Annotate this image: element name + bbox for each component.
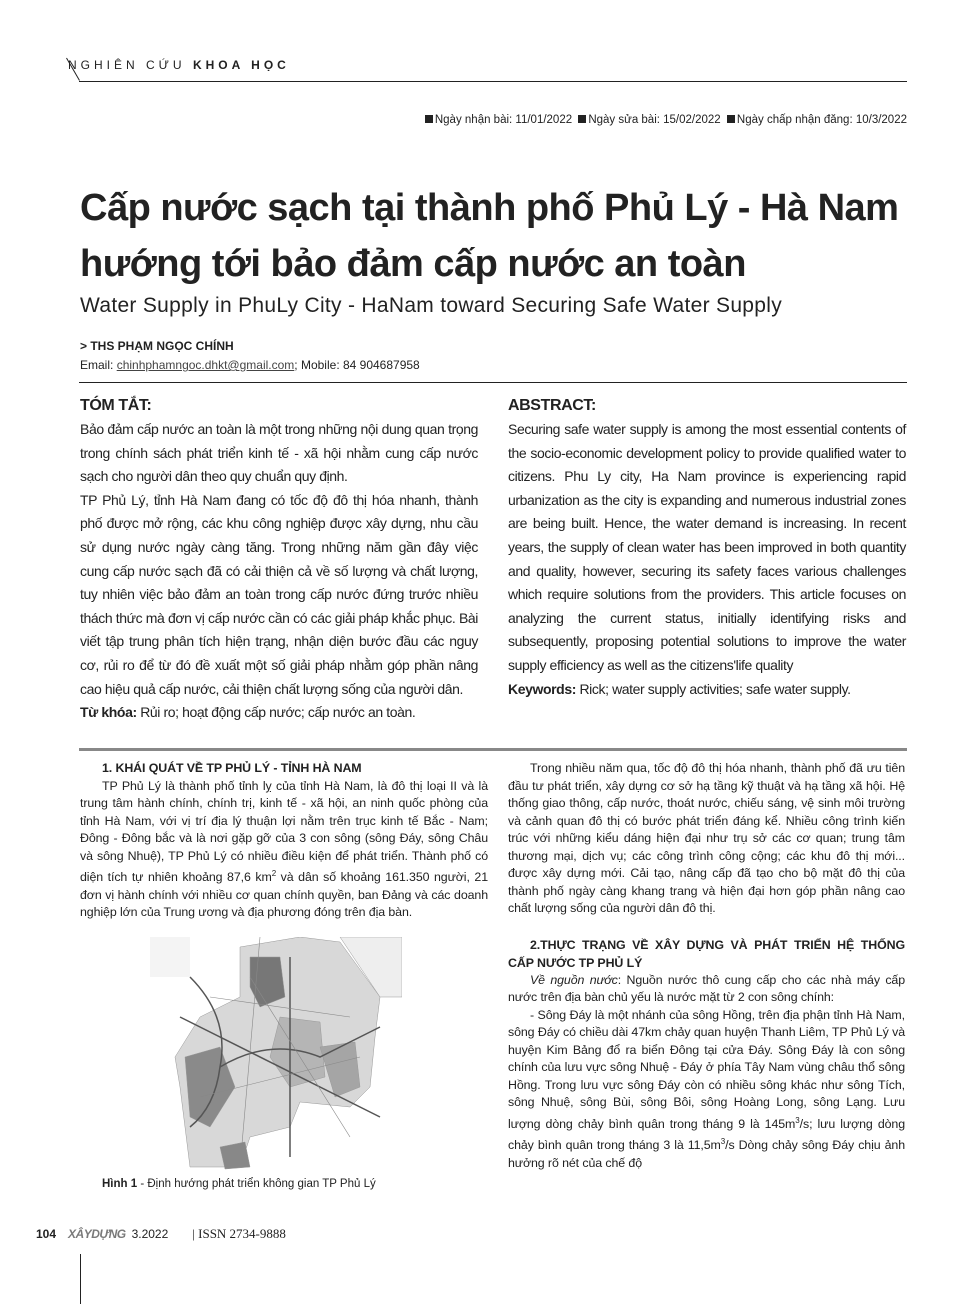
keywords-text: Rủi ro; hoạt động cấp nước; cấp nước an toàn. <box>136 704 416 721</box>
superscript: 3 <box>795 1115 800 1125</box>
section-header <box>68 58 290 72</box>
email-link[interactable]: chinhphamngoc.dhkt@gmail.com <box>116 358 295 372</box>
square-bullet-icon <box>727 115 735 123</box>
figure-label: Hình 1 <box>102 1178 138 1190</box>
magazine-logo: XÂYDỰNG <box>68 1227 126 1241</box>
city-planning-map-figure <box>150 937 402 1170</box>
italic-label: Về nguồn nước <box>530 972 618 987</box>
square-bullet-icon <box>425 115 433 123</box>
author-name: > THS PHẠM NGỌC CHÍNH <box>80 339 234 353</box>
section-heading: 2.THỰC TRẠNG VỀ XÂY DỰNG VÀ PHÁT TRIỂN HỆ THỐNG CẤP NƯỚC TP PHỦ LÝ <box>508 937 905 970</box>
article-dates <box>422 114 907 126</box>
figure-caption-text: - Định hướng phát triển không gian TP Phủ Lý <box>137 1178 376 1190</box>
text: TP Phủ Lý là thành phố tỉnh lỵ của tỉnh Hà Nam, là đô thị loại II và là trung tâm hành chính, chính trị, kinh tế - xã hội, an ninh quốc phòng của tỉnh Hà Nam, với vị trí địa lý thuận lợi nằm trên trục kinh tế Bắc - Nam; Đông - Đông bắc và là nơi gặp gỡ của 3 con sông (sông Đáy, sông Châu và sông Nhuệ), TP Phủ Lý có nhiều điều kiện để phát triển. Thành phố có diện tích tự nhiên khoảng 87,6 km <box>80 778 488 885</box>
body-paragraph <box>508 1007 905 1173</box>
abstract-heading: ABSTRACT: <box>508 397 596 414</box>
divider <box>79 382 907 383</box>
keywords <box>508 678 906 702</box>
keywords-label: Từ khóa: <box>80 704 137 721</box>
keywords <box>80 701 478 725</box>
abstract-english <box>508 395 906 701</box>
page-number: 104 <box>36 1227 57 1241</box>
body-paragraph: Trong nhiều năm qua, tốc độ đô thị hóa nhanh, thành phố đã ưu tiên đầu tư phát triển, xây dựng cơ sở hạ tầng kỹ thuật và hạ tầng xã hội. Hệ thống giao thông, cấp nước, thoát nước, chiếu sáng, vệ sinh môi trường và cảnh quan đô thị có bước phát triển đáng kể. Nhiều công trình kiến trúc với những kiểu dáng hiện đại như trụ sở các cơ quan; trung tâm thương mại, dịch vụ; các công trình công cộng; các khu đô thị mới... được xây dựng mới. Cải tạo, nâng cấp đã tạo cho bộ mặt đô thị của thành phố ngày càng khang trang và hiện đại hơn góp phần nâng cao chất lượng sống của người dân đô thị. <box>508 761 905 915</box>
map-legend <box>150 937 190 977</box>
abstract-heading: TÓM TẮT: <box>80 397 152 414</box>
body-paragraph <box>508 972 905 1007</box>
keywords-text: Rick; water supply activities; safe water supply. <box>575 680 851 697</box>
section-divider <box>79 748 907 751</box>
section-label: NGHIÊN CỨU <box>68 58 186 72</box>
author-contact <box>80 358 420 372</box>
section-label-bold: KHOA HỌC <box>192 58 290 72</box>
abstract-paragraph: Securing safe water supply is among the most essential contents of the socio-economic development policy to provide qualified water to citizens. Phu Ly city, Ha Nam province is experiencing rapid urbanization as the city is expanding and numerous industrial zones are being built. Hence, the water demand is increasing. In recent years, the supply of clean water has been improved in both quantity and quality, however, securing its safety faces various challenges which require solutions from the providers. This article focuses on analyzing the current status, initially identifying risks and subsequently, proposing potential solutions to improve the water supply efficiency as well as the citizens'life quality <box>508 421 906 673</box>
article-subtitle: Water Supply in PhuLy City - HaNam toward Securing Safe Water Supply <box>80 294 783 317</box>
header-rule <box>79 81 907 82</box>
section-heading: 1. KHÁI QUÁT VỀ TP PHỦ LÝ - TỈNH HÀ NAM <box>102 761 362 775</box>
abstract-paragraph: TP Phủ Lý, tỉnh Hà Nam đang có tốc độ đô thị hóa nhanh, thành phố được mở rộng, các khu công nghiệp được xây dựng, nhu cầu sử dụng nước ngày càng tăng. Trong những năm gần đây việc cung cấp nước sạch đã có cải thiện cả về số lượng và chất lượng, tuy nhiên việc bảo đảm an toàn trong cấp nước đứng trước nhiều thách thức mà đơn vị cấp nước cần có các giải pháp khắc phục. Bài viết tập trung phân tích hiện trạng, nhận diện bước đầu các nguy cơ, rủi ro để từ đó đề xuất một số giải pháp nhằm góp phần nâng cao hiệu quả cấp nước, cải thiện chất lượng sống của người dân. <box>80 491 478 697</box>
square-bullet-icon <box>578 115 586 123</box>
date-revised: Ngày sửa bài: 15/02/2022 <box>588 114 721 126</box>
text: /s; lưu lượng dòng chảy bình quân trong tháng 3 là 11,5m <box>508 1116 905 1153</box>
body-column-right <box>508 760 905 1172</box>
figure-caption <box>102 1178 376 1190</box>
email-label: Email: <box>80 358 117 372</box>
body-paragraph <box>80 778 488 922</box>
date-accepted: Ngày chấp nhận đăng: 10/3/2022 <box>736 114 907 126</box>
abstract-vietnamese <box>80 395 478 725</box>
page-footer <box>36 1226 286 1242</box>
superscript: 2 <box>271 869 277 878</box>
text: - Sông Đáy là một nhánh của sông Hồng, trên địa phận tỉnh Hà Nam, sông Đáy có chiều dài 47km chảy quan huyện Thanh Liêm, TP Phủ Lý và huyện Kim Bảng đổ ra biển Đông tại cửa Đáy. Sông Đáy là con sông chính của lưu vực sông Nhuệ - Đáy ở phía Tây Nam vùng châu thổ sông Hồng. Trong lưu vực sông Đáy còn có nhiều sông khác như sông Tích, sông Nhuệ, sông Bùi, sông Bôi, sông Hoàng Long, sông Lạng. Lưu lượng dòng chảy bình quân trong tháng 9 là 145m <box>508 1007 905 1131</box>
abstract-paragraph: Bảo đảm cấp nước an toàn là một trong những nội dung quan trọng trong chính sách phát triển kinh tế - xã hội nhằm cung cấp nước sạch cho người dân theo quy chuẩn quy định. <box>80 421 478 485</box>
mobile-number: ; Mobile: 84 904687958 <box>294 358 420 372</box>
body-column-left <box>80 760 488 922</box>
text: : Nguồn nước thô cung cấp cho các nhà máy cấp nước trên địa bàn chủ yếu là nước mặt từ 2 con sông chính: <box>508 972 905 1004</box>
issn: | ISSN 2734-9888 <box>192 1226 286 1241</box>
keywords-label: Keywords: <box>508 680 576 697</box>
text: /s Dòng chảy sông Đáy chịu ảnh hưởng rõ nét của chế độ <box>508 1138 905 1170</box>
text: và dân số khoảng 161.350 người, 21 đơn vị hành chính với nhiều cơ quan chính quyền, ban Đảng và các doanh nghiệp lớn của Trung ương và địa phương đóng trên địa bàn. <box>80 870 488 920</box>
issue-number: 3.2022 <box>131 1227 169 1241</box>
date-received: Ngày nhận bài: 11/01/2022 <box>434 114 573 126</box>
footer-divider <box>80 1254 81 1304</box>
superscript: 3 <box>720 1137 726 1147</box>
article-title: Cấp nước sạch tại thành phố Phủ Lý - Hà Nam hướng tới bảo đảm cấp nước an toàn <box>80 187 899 285</box>
